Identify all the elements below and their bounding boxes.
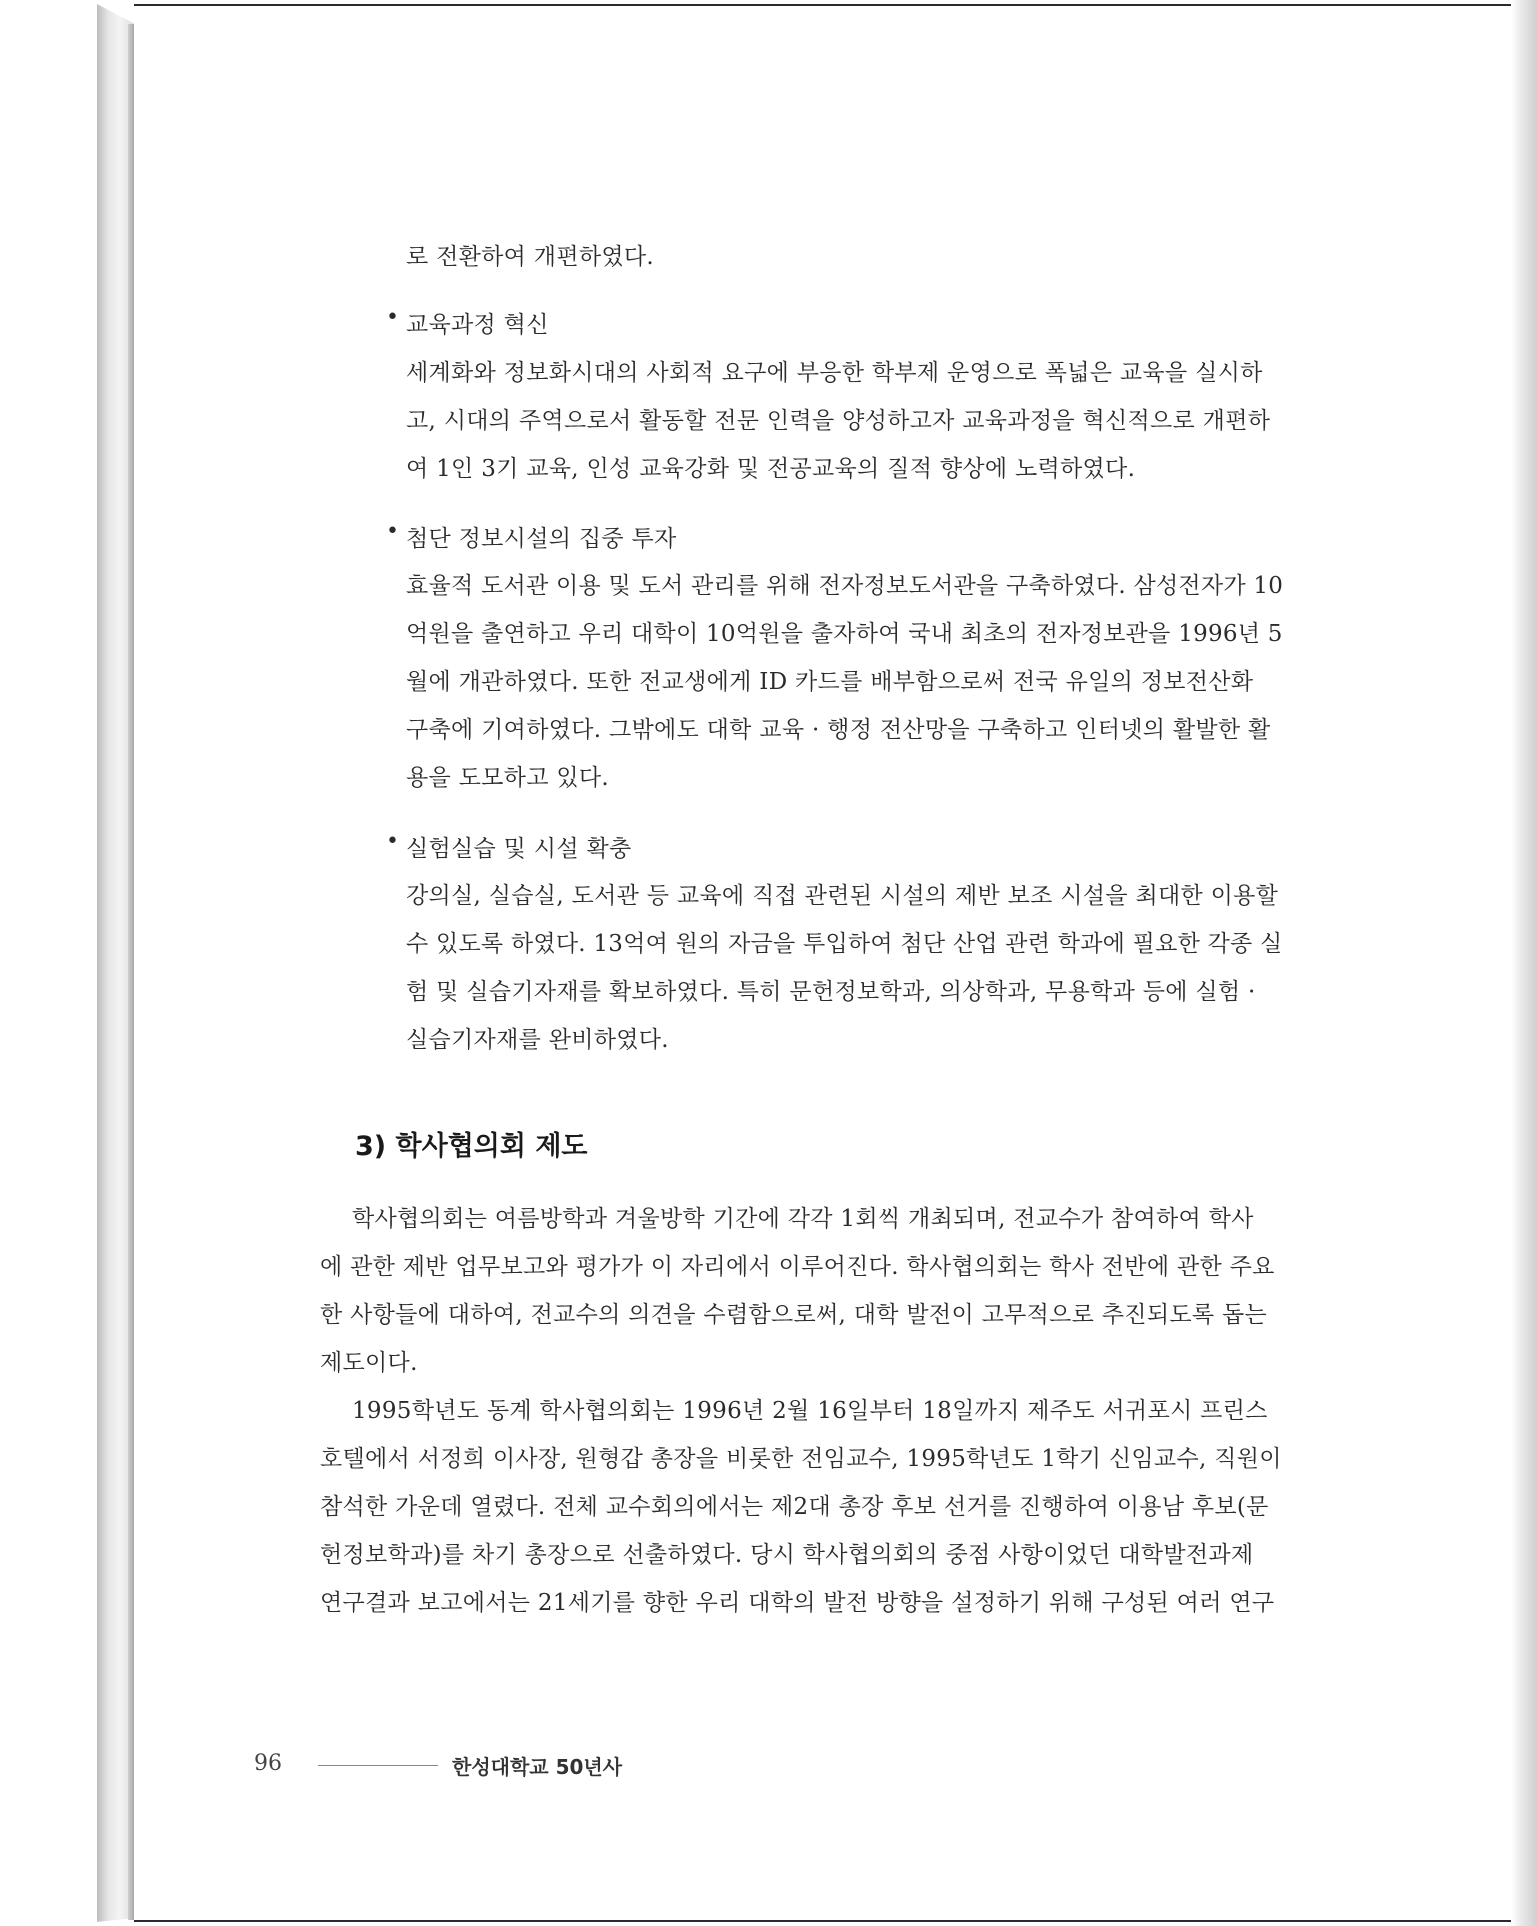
bullet-dot: • bbox=[386, 305, 399, 330]
text-line: 수 있도록 하였다. 13억여 원의 자금을 투입하여 첨단 산업 관련 학과에 필요한 각종 실 bbox=[406, 931, 1283, 957]
text-line: 실습기자재를 완비하였다. bbox=[406, 1027, 669, 1053]
bullet-dot: • bbox=[386, 519, 399, 544]
page-number: 96 bbox=[254, 1751, 282, 1776]
text-line: 효율적 도서관 이용 및 도서 관리를 위해 전자정보도서관을 구축하였다. 삼성전자가 10 bbox=[406, 573, 1284, 599]
text-line: 호텔에서 서정희 이사장, 원형갑 총장을 비롯한 전임교수, 1995학년도 1학기 신임교수, 직원이 bbox=[320, 1446, 1282, 1472]
intro-line: 로 전환하여 개편하였다. bbox=[406, 244, 655, 270]
section-title: 3) 학사협의회 제도 bbox=[355, 1131, 588, 1162]
text-line: 한 사항들에 대하여, 전교수의 의견을 수렴함으로써, 대학 발전이 고무적으로 추진되도록 돕는 bbox=[320, 1302, 1268, 1328]
text-line: 강의실, 실습실, 도서관 등 교육에 직접 관련된 시설의 제반 보조 시설을 최대한 이용할 bbox=[406, 883, 1279, 909]
text-line: 헌정보학과)를 차기 총장으로 선출하였다. 당시 학사협의회의 중점 사항이었던 대학발전과제 bbox=[320, 1542, 1254, 1568]
text-line: 험 및 실습기자재를 확보하였다. 특히 문헌정보학과, 의상학과, 무용학과 등에 실험 · bbox=[406, 979, 1256, 1005]
text-line: 여 1인 3기 교육, 인성 교육강화 및 전공교육의 질적 향상에 노력하였다. bbox=[406, 456, 1136, 482]
bullet-heading: 첨단 정보시설의 집중 투자 bbox=[406, 526, 677, 552]
text-line: 1995학년도 동계 학사협의회는 1996년 2월 16일부터 18일까지 제주도 서귀포시 프린스 bbox=[352, 1398, 1268, 1424]
bullet-dot: • bbox=[386, 829, 399, 854]
text-line: 참석한 가운데 열렸다. 전체 교수회의에서는 제2대 총장 후보 선거를 진행하여 이용남 후보(문 bbox=[320, 1494, 1269, 1520]
text-line: 연구결과 보고에서는 21세기를 향한 우리 대학의 발전 방향을 설정하기 위해 구성된 여러 연구 bbox=[320, 1590, 1275, 1616]
text-line: 제도이다. bbox=[320, 1350, 418, 1376]
text-line: 억원을 출연하고 우리 대학이 10억원을 출자하여 국내 최초의 전자정보관을 1996년 5 bbox=[406, 621, 1283, 647]
text-line: 구축에 기여하였다. 그밖에도 대학 교육 · 행정 전산망을 구축하고 인터넷의 활발한 활 bbox=[406, 717, 1271, 743]
text-line: 세계화와 정보화시대의 사회적 요구에 부응한 학부제 운영으로 폭넓은 교육을 실시하 bbox=[406, 360, 1263, 386]
text-line: 월에 개관하였다. 또한 전교생에게 ID 카드를 배부함으로써 전국 유일의 정보전산화 bbox=[406, 669, 1254, 695]
text-line: 고, 시대의 주역으로서 활동할 전문 인력을 양성하고자 교육과정을 혁신적으로 개편하 bbox=[406, 408, 1271, 434]
footer-rule bbox=[318, 1765, 438, 1766]
text-line: 용을 도모하고 있다. bbox=[406, 765, 609, 791]
bullet-heading: 실험실습 및 시설 확충 bbox=[406, 836, 632, 862]
text-line: 에 관한 제반 업무보고와 평가가 이 자리에서 이루어진다. 학사협의회는 학사 전반에 관한 주요 bbox=[320, 1254, 1275, 1280]
bullet-heading: 교육과정 혁신 bbox=[406, 312, 549, 338]
book-title: 한성대학교 50년사 bbox=[452, 1755, 623, 1779]
text-line: 학사협의회는 여름방학과 겨울방학 기간에 각각 1회씩 개최되며, 전교수가 참여하여 학사 bbox=[352, 1206, 1254, 1232]
